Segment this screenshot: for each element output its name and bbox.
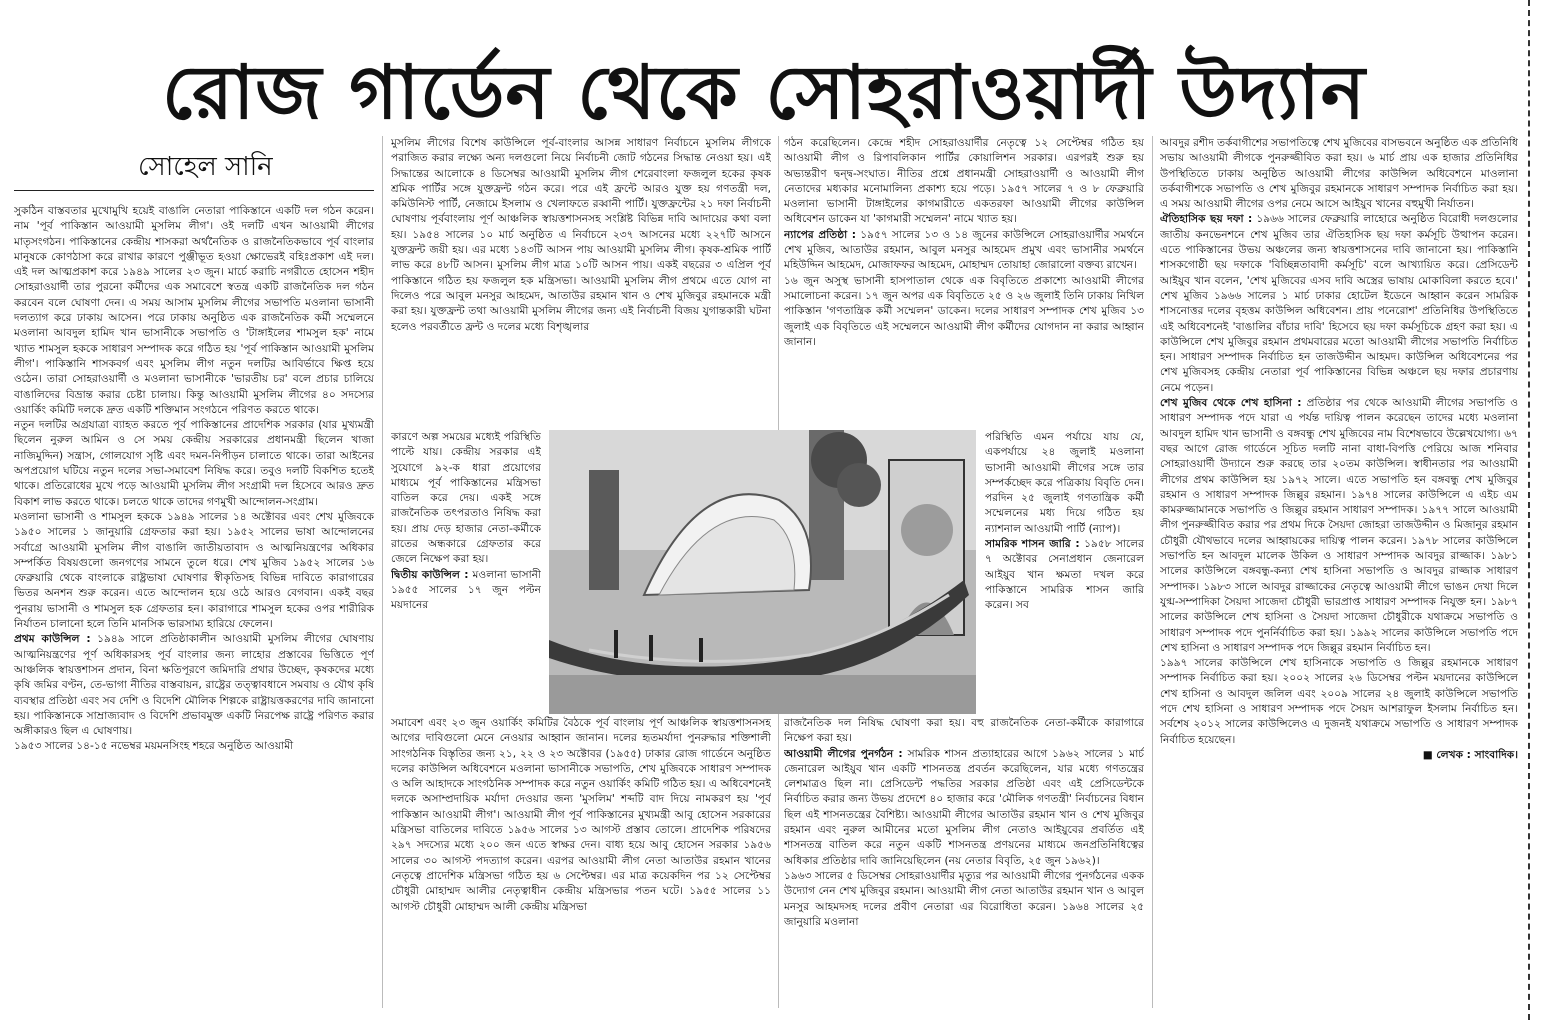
article-headline: রোজ গার্ডেন থেকে সোহরাওয়ার্দী উদ্যান: [162, 50, 1366, 136]
paragraph: দ্বিতীয় কাউন্সিল : মওলানা ভাসানী ১৯৫৫ সালের ১৭ জুন পল্টন ময়দানের: [391, 568, 541, 612]
boat-stage-photo: [549, 430, 976, 714]
paragraph: ১৯৫৩ সালের ১৪-১৫ নভেম্বর ময়মনসিংহ শহরে অনুষ্ঠিত আওয়ামী: [14, 740, 294, 753]
paragraph: পরিস্থিতি এমন পর্যায়ে যায় যে, একপর্যায়ে ২৪ জুলাই মওলানা ভাসানী আওয়ামী লীগের সঙ্গে তার সম্পর্কচ্ছেদ করে পত্রিকায় বিবৃতি দেন। পরদিন ২৫ জুলাই গণতান্ত্রিক কর্মী সম্মেলনের মধ্য দিয়ে গঠিত হয় ন্যাশনাল আওয়ামী পার্টি (ন্যাপ)।: [985, 431, 1144, 535]
column-2-wrap: [391, 430, 541, 714]
paragraph: ১৬ জুন অসুস্থ ভাসানী হাসপাতাল থেকে এক বিবৃতিতে প্রকাশ্যে আওয়ামী লীগের সমালোচনা করেন। ১৭ জুন অপর এক বিবৃতিতে ২৫ ও ২৬ জুলাই তিনি ঢাকায় নিখিল পাকিস্তান 'গণতান্ত্রিক কর্মী সম্মেলন' ডাকেন। দলের সাধারণ সম্পাদক শেখ মুজিব ১৩ জুলাই এক বিবৃতিতে এই সম্মেলনে আওয়ামী লীগ কর্মীদের যোগদান না করার আহ্বান জানান।: [784, 274, 1144, 348]
paragraph: সামরিক শাসন জারি : ১৯৫৮ সালের ৭ অক্টোবর সেনাপ্রধান জেনারেল আইয়ুব খান ক্ষমতা দখল করে পাকিস্তানে সামরিক শাসন জারি করেন। সব: [985, 538, 1144, 612]
subheading: সামরিক শাসন জারি :: [985, 538, 1080, 551]
dashed-cut-line: [1528, 0, 1530, 1020]
paragraph: শেখ মুজিব থেকে শেখ হাসিনা : প্রতিষ্ঠার পর থেকে আওয়ামী লীগের সভাপতি ও সাধারণ সম্পাদক পদে যারা এ পর্যন্ত দায়িত্ব পালন করেছেন তাদের মধ্যে মওলানা আবদুল হামিদ খান ভাসানী ও বঙ্গবন্ধু শেখ মুজিবের নাম বিশেষভাবে উল্লেখযোগ্য। ৬৭ বছর আগে রোজ গার্ডেনে সূচিত দলটি নানা বাধা-বিপত্তি পেরিয়ে আজ শনিবার সোহরাওয়ার্দী উদ্যানে শুরু করছে তার ২০তম কাউন্সিল। স্বাধীনতার পর আওয়ামী লীগের প্রথম কাউন্সিল হয় ১৯৭২ সালে। এতে সভাপতি হন বঙ্গবন্ধু শেখ মুজিবুর রহমান ও সাধারণ সম্পাদক জিল্লুর রহমান। ১৯৭৪ সালের কাউন্সিলে এ এইচ এম কামরুজ্জামানকে সভাপতি ও জিল্লুর রহমান সাধারণ সম্পাদক। ১৯৭৭ সালে আওয়ামী লীগ পুনরুজ্জীবিত করার পর প্রথম দিকে সৈয়দা জোহরা তাজউদ্দীন ও মিজানুর রহমান চৌধুরী যৌথভাবে দলের আহ্বায়কের দায়িত্ব পালন করেন। ১৯৭৮ সালের কাউন্সিলে সভাপতি হন আবদুল মালেক উকিল ও সাধারণ সম্পাদক আবদুর রাজ্জাক। ১৯৮১ সালের কাউন্সিলে বঙ্গবন্ধু-কন্যা শেখ হাসিনা সভাপতি ও আবদুর রাজ্জাক সাধারণ সম্পাদক। ১৯৮৩ সালে আবদুর রাজ্জাকের নেতৃত্বে আওয়ামী লীগে ভাঙন দেখা দিলে যুগ্ম-সম্পাদিকা সৈয়দা সাজেদা চৌধুরী ভারপ্রাপ্ত সাধারণ সম্পাদক নিযুক্ত হন। ১৯৮৭ সালের কাউন্সিলে শেখ হাসিনা ও সৈয়দা সাজেদা চৌধুরীকে যথাক্রমে সভাপতি ও সাধারণ সম্পাদক পদে পুনর্নির্বাচিত করা হয়। ১৯৯২ সালের কাউন্সিলে সভাপতি পদে শেখ হাসিনা ও সাধারণ সম্পাদক পদে জিল্লুর রহমান নির্বাচিত হন।: [1160, 397, 1518, 654]
column-1: [14, 204, 374, 1004]
column-2-bottom: [391, 716, 771, 1008]
paragraph: গঠন করেছিলেন। কেন্দ্রে শহীদ সোহরাওয়ার্দীর নেতৃত্বে ১২ সেপ্টেম্বর গঠিত হয় আওয়ামী লীগ ও রিপাবলিকান পার্টির কোয়ালিশন সরকার। এরপরই শুরু হয় অভ্যন্তরীণ দ্বন্দ্ব-সংঘাত। নীতির প্রশ্নে প্রধানমন্ত্রী সোহরাওয়ার্দী ও আওয়ামী লীগ নেতাদের মধ্যকার মনোমালিন্য প্রকাশ্য হয়ে পড়ে। ১৯৫৭ সালের ৭ ও ৮ ফেব্রুয়ারি মওলানা ভাসানী টাঙ্গাইলের কাগমারীতে একতরফা আওয়ামী লীগের কাউন্সিল অধিবেশন ডাকেন যা 'কাগমারী সম্মেলন' নামে খ্যাত হয়।: [784, 137, 1144, 226]
paragraph: আওয়ামী লীগের পুনর্গঠন : সামরিক শাসন প্রত্যাহারের আগে ১৯৬২ সালের ১ মার্চ জেনারেল আইয়ুব খান একটি শাসনতন্ত্র প্রবর্তন করেছিলেন, যার মধ্যে গণতন্ত্রের লেশমাত্রও ছিল না। প্রেসিডেন্ট পদ্ধতির সরকার প্রতিষ্ঠা এবং এই প্রেসিডেন্টকে নির্বাচিত করার জন্য উভয় প্রদেশে ৪০ হাজার করে 'মৌলিক গণতন্ত্রী' নির্বাচনের বিধান ছিল এই শাসনতন্ত্রের বৈশিষ্ট্য। আওয়ামী লীগের আতাউর রহমান খান ও শেখ মুজিবুর রহমান এবং নুরুল আমীনের মতো মুসলিম লীগ নেতাও আইয়ুবের প্রবর্তিত এই শাসনতন্ত্র বাতিল করে নতুন একটি শাসনতন্ত্র প্রণয়নের মাধ্যমে জনপ্রতিনিধিত্বের অধিকার প্রতিষ্ঠার দাবি জানিয়েছিলেন (নয় নেতার বিবৃতি, ২৫ জুন ১৯৬২)।: [784, 747, 1144, 867]
paragraph: সমাবেশ এবং ২৩ জুন ওয়ার্কিং কমিটির বৈঠকে পূর্ব বাংলায় পূর্ণ আঞ্চলিক স্বায়ত্তশাসনসহ আগের দাবিগুলো মেনে নেওয়ার আহ্বান জানান। দলের হৃতমর্যাদা পুনরুদ্ধার শক্তিশালী সাংগঠনিক বিস্তৃতির জন্য ২১, ২২ ও ২৩ অক্টোবর (১৯৫৫) ঢাকার রোজ গার্ডেনে অনুষ্ঠিত দলের কাউন্সিল অধিবেশনে মওলানা ভাসানীকে সভাপতি, শেখ মুজিবকে সাধারণ সম্পাদক ও অলি আহাদকে সাংগঠনিক সম্পাদক করে নতুন ওয়ার্কিং কমিটি গঠিত হয়। এ অধিবেশনেই দলকে অসাম্প্রদায়িক মর্যাদা দেওয়ার জন্য 'মুসলিম' শব্দটি বাদ দিয়ে নামকরণ হয় 'পূর্ব পাকিস্তান আওয়ামী লীগ'। আওয়ামী লীগ পূর্ব পাকিস্তানের মুখ্যমন্ত্রী আবু হোসেন সরকারের মন্ত্রিসভা বাতিলের দাবিতে ১৯৫৬ সালের ১৩ আগস্ট প্রস্তাব তোলে। প্রাদেশিক পরিষদের ২৯৭ সদস্যের মধ্যে ২০০ জন এতে স্বাক্ষর দেন। বাধ্য হয়ে আবু হোসেন সরকার ১৯৫৬ সালের ৩০ আগস্ট পদত্যাগ করেন। এরপর আওয়ামী লীগ নেতা আতাউর রহমান খানের নেতৃত্বে প্রাদেশিক মন্ত্রিসভা গঠিত হয় ৬ সেপ্টেম্বর। এর মাত্র কয়েকদিন পর ১২ সেপ্টেম্বর চৌধুরী মোহাম্মদ আলীর নেতৃত্বাধীন কেন্দ্রীয় মন্ত্রিসভার পতন ঘটে। ১৯৫৫ সালের ১১ আগস্ট চৌধুরী মোহাম্মদ আলী কেন্দ্রীয় মন্ত্রিসভা: [391, 717, 771, 913]
subheading: ঐতিহাসিক ছয় দফা :: [1160, 213, 1253, 226]
paragraph: কারণে অল্প সময়ের মধ্যেই পরিস্থিতি পাল্টে যায়। কেন্দ্রীয় সরকার এই সুযোগে ৯২-ক ধারা প্রয়োগের মাধ্যমে পূর্ব পাকিস্তানের মন্ত্রিসভা বাতিল করে দেয়। একই সঙ্গে রাজনৈতিক তৎপরতাও নিষিদ্ধ করা হয়। প্রায় দেড় হাজার নেতা-কর্মীকে রাতের অন্ধকারে গ্রেফতার করে জেলে নিক্ষেপ করা হয়।: [391, 431, 541, 566]
subheading: দ্বিতীয় কাউন্সিল :: [391, 568, 469, 581]
paragraph: ঐতিহাসিক ছয় দফা : ১৯৬৬ সালের ফেব্রুয়ারি লাহোরে অনুষ্ঠিত বিরোধী দলগুলোর জাতীয় কনভেনশনে শেখ মুজিব তার ঐতিহাসিক ছয় দফা কর্মসূচি উত্থাপন করেন। এতে পাকিস্তানের উভয় অঞ্চলের জন্য স্বায়ত্তশাসনের দাবি জানানো হয়। পাকিস্তানি শাসকগোষ্ঠী ছয় দফাকে 'বিচ্ছিন্নতাবাদী কর্মসূচি' বলে আখ্যায়িত করে। প্রেসিডেন্ট আইয়ুব খান বলেন, 'শেখ মুজিবের এসব দাবি অস্ত্রের ভাষায় মোকাবিলা করতে হবে।' শেখ মুজিব ১৯৬৬ সালের ১ মার্চ ঢাকার হোটেল ইডেনে আহ্বান করেন সামরিক শাসনোত্তর দলের বৃহত্তম কাউন্সিল অধিবেশন। প্রায় পনেরোশ' প্রতিনিধির উপস্থিতিতে এই অধিবেশনেই 'বাঙালির বাঁচার দাবি' হিসেবে ছয় দফা কর্মসূচিকে গ্রহণ করা হয়। এ কাউন্সিলে শেখ মুজিবুর রহমান প্রথমবারের মতো আওয়ামী লীগের সভাপতি নির্বাচিত হন। সাধারণ সম্পাদক নির্বাচিত হন তাজউদ্দীন আহমদ। কাউন্সিল অধিবেশনের পর শেখ মুজিবসহ কেন্দ্রীয় নেতারা পূর্ব পাকিস্তানের বিভিন্ন অঞ্চলে ছয় দফার প্রচারণায় নেমে পড়েন।: [1160, 213, 1518, 394]
paragraph: ১৯৬৩ সালের ৫ ডিসেম্বর সোহরাওয়ার্দীর মৃত্যুর পর আওয়ামী লীগের পুনর্গঠনের একক উদ্যোগ নেন শেখ মুজিবুর রহমান। আওয়ামী লীগ নেতা আতাউর রহমান খান ও আবুল মনসুর আহমদসহ দলের প্রবীণ নেতারা এর বিরোধিতা করেন। ১৯৬৪ সালের ২৫ জানুয়ারি মওলানা: [784, 869, 1144, 928]
paragraph: প্রথম কাউন্সিল : ১৯৪৯ সালে প্রতিষ্ঠাকালীন আওয়ামী মুসলিম লীগের ঘোষণায় আত্মনিয়ন্ত্রণের পূর্ণ অধিকারসহ পূর্ব বাংলার জন্য লাহোর প্রস্তাবের ভিত্তিতে পূর্ণ আঞ্চলিক স্বায়ত্তশাসন প্রদান, বিনা ক্ষতিপূরণে জমিদারি প্রথার উচ্ছেদ, কৃষকদের মধ্যে কৃষি জমির বণ্টন, তে-ভাগা নীতির বাস্তবায়ন, রাষ্ট্রের তত্ত্বাবধানে সমবায় ও যৌথ কৃষি ব্যবস্থার প্রতিষ্ঠা এবং সব দেশি ও বিদেশি মৌলিক শিল্পকে রাষ্ট্রায়ত্তকরণের দাবি জানানো হয়। পাকিস্তানকে সাম্রাজ্যবাদ ও বিদেশি প্রভাবমুক্ত একটি নিরপেক্ষ রাষ্ট্রে পরিণত করার অঙ্গীকারও ছিল এ ঘোষণায়।: [14, 633, 374, 738]
column-2-top: [391, 136, 771, 428]
byline-divider: [14, 190, 374, 191]
column-3-wrap: [985, 430, 1144, 714]
paragraph: নতুন দলটির অগ্রযাত্রা ব্যাহত করতে পূর্ব পাকিস্তানের প্রাদেশিক সরকার (যার মুখ্যমন্ত্রী ছিলেন নুরুল আমিন ও সে সময় কেন্দ্রীয় সরকারের প্রধানমন্ত্রী ছিলেন খাজা নাজিমুদ্দিন) সন্ত্রাস, গোলযোগ সৃষ্টি এবং দমন-নিপীড়ন চালাতে থাকে। তারা আইনের অপপ্রয়োগ ঘটিয়ে নতুন দলের সভা-সমাবেশ নিষিদ্ধ করে। তবুও দলটি বিকশিত হতেই থাকে। প্রতিরোধের মুখে পড়ে আওয়ামী মুসলিম লীগ সংগ্রামী দল হিসেবে আরও দ্রুত বিকাশ লাভ করতে থাকে। চলতে থাকে তাদের গণমুখী আন্দোলন-সংগ্রাম।: [14, 419, 374, 508]
subheading: আওয়ামী লীগের পুনর্গঠন :: [784, 747, 903, 760]
paragraph: সুকঠিন বাস্তবতার মুখোমুখি হয়েই বাঙালি নেতারা পাকিস্তানে একটি দল গঠন করেন। নাম 'পূর্ব পাকিস্তান আওয়ামী মুসলিম লীগ'। ওই দলটি এখন আওয়ামী লীগের মাতৃসংগঠন। পাকিস্তানের কেন্দ্রীয় শাসকরা অর্থনৈতিক ও রাজনৈতিকভাবে পূর্ব বাংলার মানুষকে কোণঠাসা করে রাখার কারণে পুঞ্জীভূত হওয়া ক্ষোভেরই বহিঃপ্রকাশ এই দল। এই দল আত্মপ্রকাশ করে ১৯৪৯ সালের ২৩ জুন। মার্চে করাচি নগরীতে হোসেন শহীদ সোহরাওয়ার্দী তার পুরনো কর্মীদের এক সমাবেশে স্বতন্ত্র একটি রাজনৈতিক দল গঠন করবেন বলে ঘোষণা দেন। এ সময় আসাম মুসলিম লীগের সভাপতি মওলানা ভাসানী দলত্যাগ করে ঢাকায় আসেন। পরে ঢাকায় অনুষ্ঠিত এক রাজনৈতিক কর্মী সম্মেলনে মওলানা আবদুল হামিদ খান ভাসানীকে সভাপতি ও 'টাঙ্গাইলের শামসুল হক' নামে খ্যাত শামসুল হককে সাধারণ সম্পাদক করে গঠিত হয় 'পূর্ব পাকিস্তান আওয়ামী মুসলিম লীগ'। পাকিস্তানি শাসকবর্গ এবং মুসলিম লীগ নতুন দলটির আবির্ভাবে ক্ষিপ্ত হয়ে ওঠেন। তারা সোহরাওয়ার্দী ও মওলানা ভাসানীকে 'ভারতীয় চর' বলে প্রচার চালিয়ে বাঙালিদের বিভ্রান্ত করার চেষ্টা চালায়। কিন্তু আওয়ামী মুসলিম লীগের ৪০ সদস্যের ওয়ার্কিং কমিটি দলকে দ্রুত একটি শক্তিমান সংগঠনে পরিণত করতে থাকে।: [14, 205, 374, 416]
column-3-bottom: [784, 716, 1144, 1008]
column-3-top: [784, 136, 1144, 428]
paragraph: ১৯৯৭ সালের কাউন্সিলে শেখ হাসিনাকে সভাপতি ও জিল্লুর রহমানকে সাধারণ সম্পাদক নির্বাচিত করা হয়। ২০০২ সালের ২৬ ডিসেম্বর পল্টন ময়দানের কাউন্সিলে শেখ হাসিনা ও আবদুল জলিল এবং ২০০৯ সালের ২৪ জুলাই কাউন্সিলে সভাপতি পদে শেখ হাসিনা ও সাধারণ সম্পাদক পদে সৈয়দ আশরাফুল ইসলাম নির্বাচিত হন। সর্বশেষ ২০১২ সালের কাউন্সিলেও এ দুজনই যথাক্রমে সভাপতি ও সাধারণ সম্পাদক নির্বাচিত হয়েছেন।: [1160, 657, 1518, 746]
paragraph: ন্যাপের প্রতিষ্ঠা : ১৯৫৭ সালের ১৩ ও ১৪ জুনের কাউন্সিলে সোহরাওয়ার্দীর সমর্থনে শেখ মুজিব, আতাউর রহমান, আবুল মনসুর আহমেদ প্রমুখ এবং ভাসানীর সমর্থনে মহিউদ্দিন আহমেদ, মোজাফফর আহমেদ, মোহাম্মদ তোয়াহা জোরালো বক্তব্য রাখেন।: [784, 228, 1144, 272]
paragraph: মওলানা ভাসানী ও শামসুল হককে ১৯৪৯ সালের ১৪ অক্টোবর এবং শেখ মুজিবকে ১৯৫০ সালের ১ জানুয়ারি গ্রেফতার করা হয়। ১৯৫২ সালের ভাষা আন্দোলনের সর্বাগ্রে আওয়ামী মুসলিম লীগ বাঙালি জাতীয়তাবাদ ও আত্মনিয়ন্ত্রণের অধিকার সম্পর্কিত বিষয়গুলো জনগণের সামনে তুলে ধরে। শেখ মুজিব ১৯৫২ সালের ১৬ ফেব্রুয়ারি থেকে বাংলাকে রাষ্ট্রভাষা ঘোষণার স্বীকৃতিসহ বিভিন্ন দাবিতে কারাগারের ভিতর অনশন শুরু করেন। এতে আন্দোলন হয়ে ওঠে আরও বেগবান। একই বছর পুনরায় ভাসানী ও শামসুল হক গ্রেফতার হন। কারাগারে শামসুল হকের ওপর শারীরিক নির্যাতন চালানো হলে তিনি মানসিক ভারসাম্য হারিয়ে ফেলেন।: [14, 510, 374, 631]
news-photo-stage: [549, 430, 976, 714]
subheading: ন্যাপের প্রতিষ্ঠা :: [784, 228, 856, 241]
column-divider: [382, 136, 383, 1008]
author-signoff: ■ লেখক : সাংবাদিক।: [1422, 748, 1518, 761]
subheading: প্রথম কাউন্সিল :: [14, 633, 91, 646]
author-byline: সোহেল সানি: [138, 152, 273, 182]
paragraph: রাজনৈতিক দল নিষিদ্ধ ঘোষণা করা হয়। বহু রাজনৈতিক নেতা-কর্মীকে কারাগারে নিক্ষেপ করা হয়।: [784, 717, 1144, 745]
paragraph: মুসলিম লীগের বিশেষ কাউন্সিলে পূর্ব-বাংলার আসন্ন সাধারণ নির্বাচনে মুসলিম লীগকে পরাজিত করার লক্ষ্যে অন্য দলগুলো নিয়ে নির্বাচনী জোট গঠনের সিদ্ধান্ত নেওয়া হয়। এই সিদ্ধান্তের আলোকে ৪ ডিসেম্বর আওয়ামী মুসলিম লীগ শেরেবাংলা ফজলুল হকের কৃষক শ্রমিক পার্টির সঙ্গে যুক্তফ্রন্ট গঠন করে। পরে এই ফ্রন্টে আরও যুক্ত হয় গণতন্ত্রী দল, কমিউনিস্ট পার্টি, নেজামে ইসলাম ও খেলাফতে রব্বানী পার্টি। যুক্তফ্রন্টের ২১ দফা নির্বাচনী ঘোষণায় পূর্ববাংলায় পূর্ণ আঞ্চলিক স্বায়ত্তশাসনসহ সংশ্লিষ্ট বিভিন্ন দাবি আদায়ের কথা বলা হয়। ১৯৫৪ সালের ১০ মার্চ অনুষ্ঠিত এ নির্বাচনে ২৩৭ আসনের মধ্যে ২২৭টি আসনে যুক্তফ্রন্ট জয়ী হয়। এর মধ্যে ১৪৩টি আসন পায় আওয়ামী মুসলিম লীগ। কৃষক-শ্রমিক পার্টি লাভ করে ৪৮টি আসন। মুসলিম লীগ মাত্র ১০টি আসন পায়। একই বছরের ৩ এপ্রিল পূর্ব পাকিস্তানে গঠিত হয় ফজলুল হক মন্ত্রিসভা। আওয়ামী মুসলিম লীগ প্রথমে এতে যোগ না দিলেও পরে আবুল মনসুর আহমেদ, আতাউর রহমান খান ও শেখ মুজিবুর রহমানকে মন্ত্রী করা হয়। যুক্তফ্রন্ট তথা আওয়ামী মুসলিম লীগের জন্য এই নির্বাচনী বিজয় যুগান্তকারী ঘটনা হলেও পরবর্তীতে ফ্রন্ট ও দলের মধ্যে বিশৃঙ্খলার: [391, 137, 771, 333]
subheading: শেখ মুজিব থেকে শেখ হাসিনা :: [1160, 397, 1302, 410]
column-4: [1160, 136, 1518, 1008]
paragraph: আবদুর রশীদ তর্কবাগীশের সভাপতিত্বে শেখ মুজিবের বাসভবনে অনুষ্ঠিত এক প্রতিনিধি সভায় আওয়ামী লীগকে পুনরুজ্জীবিত করা হয়। ৬ মার্চ প্রায় এক হাজার প্রতিনিধির উপস্থিতিতে ঢাকায় অনুষ্ঠিত আওয়ামী লীগের কাউন্সিল অধিবেশনে মাওলানা তর্কবাগীশকে সভাপতি ও শেখ মুজিবুর রহমানকে সাধারণ সম্পাদক নির্বাচিত করা হয়। এ সময় আওয়ামী লীগের ওপর নেমে আসে আইয়ুব খানের বহুমুখী নির্যাতন।: [1160, 137, 1518, 211]
column-divider: [1152, 136, 1153, 1008]
